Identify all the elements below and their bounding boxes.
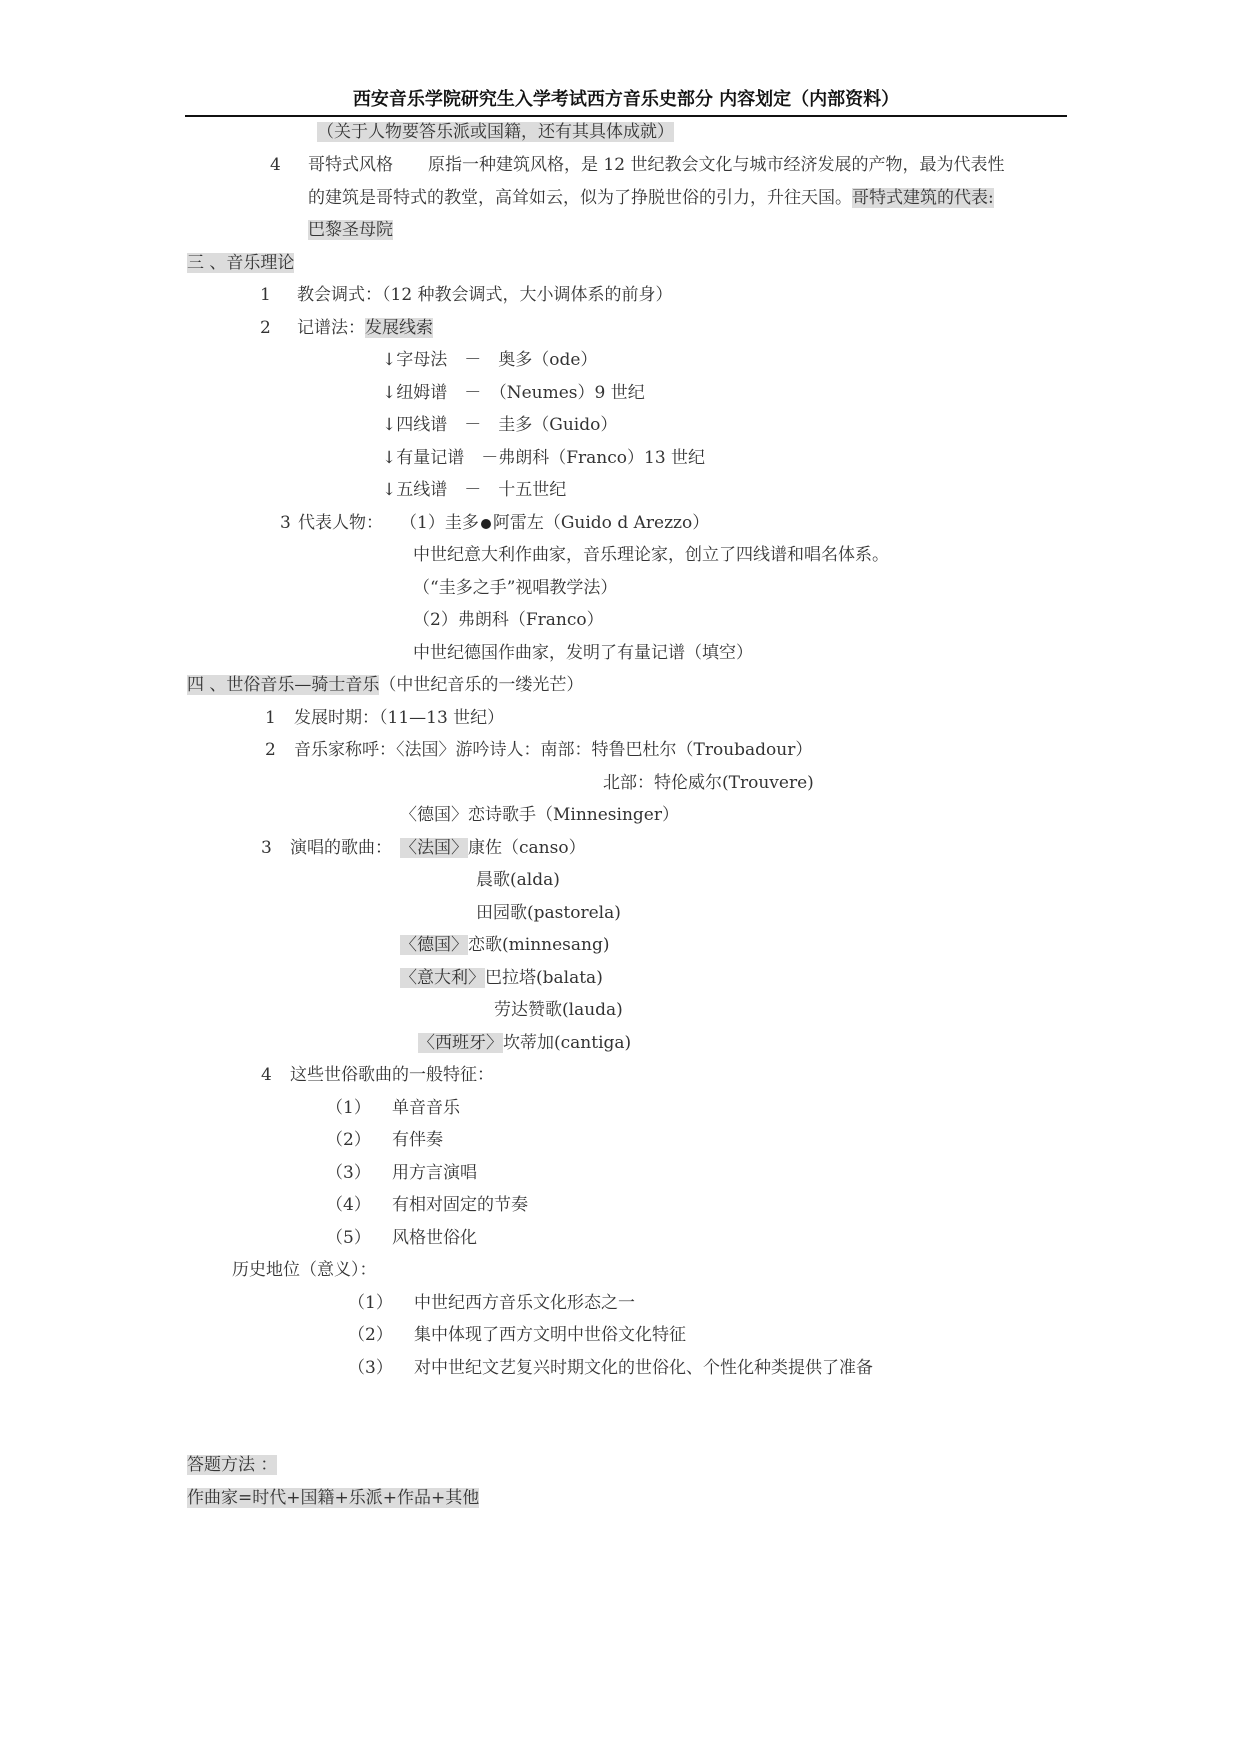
s3-notation-label: 记谱法：发展线索	[297, 318, 433, 338]
feature-number: （1）	[326, 1098, 371, 1118]
song-france-alda: 晨歌(alda)	[476, 870, 560, 890]
feature-number: （5）	[326, 1228, 371, 1248]
history-number: （2）	[348, 1325, 393, 1345]
s3-item1-number: 1	[260, 285, 271, 305]
s4-minnesinger: 〈德国〉恋诗歌手（Minnesinger）	[400, 805, 679, 825]
figure-franco: （2）弗朗科（Franco）	[413, 610, 604, 630]
song-spain: 〈西班牙〉坎蒂加(cantiga)	[418, 1033, 632, 1053]
figure-guido-desc: 中世纪意大利作曲家，音乐理论家，创立了四线谱和唱名体系。	[413, 545, 889, 565]
feature-text: 有相对固定的节奏	[392, 1195, 528, 1215]
intro-note: （关于人物要答乐派或国籍，还有其具体成就）	[317, 122, 674, 142]
bullet-dot-icon	[481, 519, 491, 529]
figure-guido: （1）圭多 阿雷左（Guido d Arezzo）	[400, 513, 710, 533]
page-title: 西安音乐学院研究生入学考试西方音乐史部分 内容划定（内部资料）	[352, 89, 900, 110]
history-text: 集中体现了西方文明中世俗文化特征	[414, 1325, 686, 1345]
gothic-desc-line3: 巴黎圣母院	[308, 220, 393, 240]
s4-item1-number: 1	[265, 708, 276, 728]
s4-musician-names: 音乐家称呼：〈法国〉游吟诗人：南部：特鲁巴杜尔（Troubadour）	[294, 740, 813, 760]
feature-number: （3）	[326, 1163, 371, 1183]
notation-item: ↓纽姆谱 － （Neumes）9 世纪	[382, 383, 645, 403]
history-number: （1）	[348, 1293, 393, 1313]
s4-features-label: 这些世俗歌曲的一般特征：	[290, 1065, 494, 1085]
feature-text: 风格世俗化	[392, 1228, 477, 1248]
gothic-desc-line2: 的建筑是哥特式的教堂，高耸如云，似为了挣脱世俗的引力，升往天国。哥特式建筑的代表:	[308, 188, 994, 208]
s4-period: 发展时期：（11—13 世纪）	[294, 708, 505, 728]
history-text: 对中世纪文艺复兴时期文化的世俗化、个性化种类提供了准备	[414, 1358, 873, 1378]
history-number: （3）	[348, 1358, 393, 1378]
section3-heading: 三 、音乐理论	[187, 253, 295, 273]
figure-guido-note: （“圭多之手”视唱教学法）	[413, 578, 618, 598]
history-label: 历史地位（意义）：	[232, 1260, 377, 1280]
s4-item4-number: 4	[261, 1065, 272, 1085]
notation-item: ↓四线谱 － 圭多（Guido）	[382, 415, 618, 435]
notation-item: ↓五线谱 － 十五世纪	[382, 480, 567, 500]
gothic-desc-line1: 原指一种建筑风格，是 12 世纪教会文化与城市经济发展的产物，最为代表性	[428, 155, 1005, 175]
notation-item: ↓字母法 － 奥多（ode）	[382, 350, 598, 370]
history-text: 中世纪西方音乐文化形态之一	[414, 1293, 635, 1313]
song-germany: 〈德国〉恋歌(minnesang)	[400, 935, 610, 955]
feature-number: （4）	[326, 1195, 371, 1215]
song-france-pastorela: 田园歌(pastorela)	[476, 903, 621, 923]
gothic-number: 4	[270, 155, 281, 175]
method-heading: 答题方法 ：	[187, 1455, 278, 1475]
gothic-term: 哥特式风格	[308, 155, 393, 175]
s3-church-modes: 教会调式：（12 种教会调式，大小调体系的前身）	[297, 285, 673, 305]
feature-text: 用方言演唱	[392, 1163, 477, 1183]
s4-trouvere: 北部：特伦威尔(Trouvere)	[603, 773, 814, 793]
feature-text: 单音音乐	[392, 1098, 460, 1118]
section4-heading: 四 、世俗音乐—骑士音乐（中世纪音乐的一缕光芒）	[187, 675, 584, 695]
notation-item: ↓有量记谱 －弗朗科（Franco）13 世纪	[382, 448, 706, 468]
song-italy-balata: 〈意大利〉巴拉塔(balata)	[400, 968, 603, 988]
s3-item2-number: 2	[260, 318, 271, 338]
header-rule	[185, 115, 1067, 117]
song-france-canso: 〈法国〉康佐（canso）	[400, 838, 586, 858]
s3-item3-number: 3	[280, 513, 291, 533]
figure-franco-desc: 中世纪德国作曲家，发明了有量记谱（填空）	[413, 643, 753, 663]
method-formula: 作曲家=时代+国籍+乐派+作品+其他	[187, 1488, 480, 1508]
s4-item2-number: 2	[265, 740, 276, 760]
s4-item3-number: 3	[261, 838, 272, 858]
s4-songs-label: 演唱的歌曲：	[290, 838, 392, 858]
song-italy-lauda: 劳达赞歌(lauda)	[494, 1000, 623, 1020]
feature-number: （2）	[326, 1130, 371, 1150]
feature-text: 有伴奏	[392, 1130, 443, 1150]
s3-figures-label: 代表人物：	[298, 513, 383, 533]
